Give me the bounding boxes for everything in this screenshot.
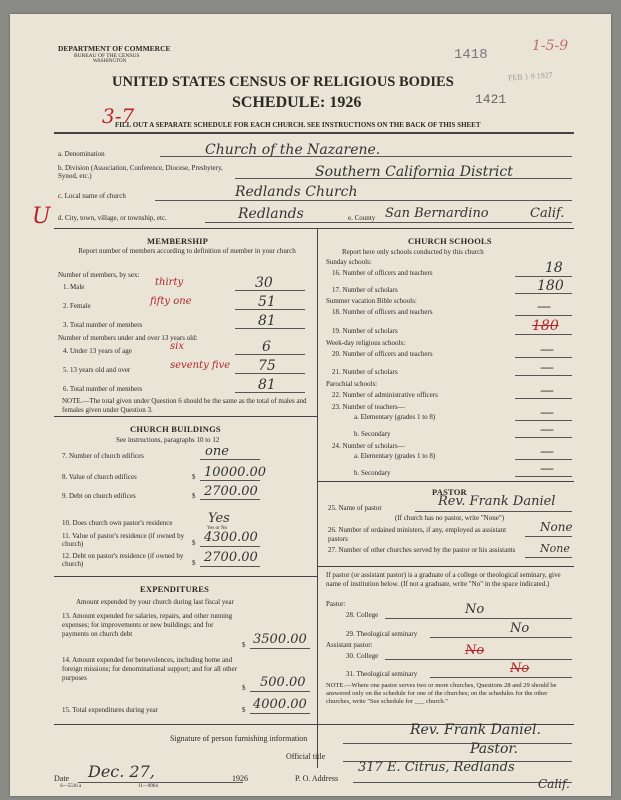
q23a-line: [515, 420, 572, 421]
q25-value: Rev. Frank Daniel: [438, 494, 556, 509]
q5-line: [235, 373, 305, 374]
form-number: S—5516 a: [60, 784, 82, 789]
stamp-date: FEB 1 9 1927: [507, 70, 553, 83]
corner-note: 1-5-9: [532, 38, 569, 54]
q21-label: 21. Number of scholars: [332, 368, 398, 376]
census-schedule-sheet: [10, 14, 611, 796]
po-address-state: Calif.: [538, 777, 570, 791]
official-title-label: Official title: [286, 752, 326, 761]
q19-value: 180: [532, 318, 559, 334]
q31-label: 31. Theological seminary: [346, 670, 418, 678]
q26-value: None: [540, 520, 573, 534]
local-name-value: Redlands Church: [235, 184, 358, 200]
q9-dollar: $: [192, 492, 196, 500]
q29-label: 29. Theological seminary: [346, 630, 418, 638]
q29-line: [430, 637, 572, 638]
q8-label: 8. Value of church edifices: [62, 473, 137, 481]
q8-value: 10000.00: [204, 465, 267, 480]
expenditures-sub: Amount expended by your church during last fiscal year: [76, 598, 234, 606]
buildings-rule: [54, 576, 317, 577]
summer-label: Summer vacation Bible schools:: [326, 297, 417, 305]
q17-label: 17. Number of scholars: [332, 286, 398, 294]
q7-label: 7. Number of church edifices: [62, 452, 144, 460]
po-address-label: P. O. Address: [295, 774, 339, 783]
pastor-sub-label: Pastor:: [326, 600, 346, 608]
q1-line: [235, 290, 305, 291]
q15-value: 4000.00: [253, 697, 307, 712]
q12-value: 2700.00: [204, 550, 258, 565]
date-value: Dec. 27,: [88, 762, 155, 781]
q30-line: [385, 659, 572, 660]
weekday-label: Week-day religious schools:: [326, 339, 406, 347]
q25-line: [415, 511, 572, 512]
q24b-label: b. Secondary: [354, 469, 391, 477]
q29-value: No: [510, 621, 530, 636]
q31-value: No: [510, 661, 530, 676]
q17-value: 180: [537, 278, 564, 294]
q15-line: [250, 713, 310, 714]
q12-line: [200, 566, 260, 567]
q23a-value: —: [540, 405, 554, 421]
q19-label: 19. Number of scholars: [332, 327, 398, 335]
fields-rule: [54, 228, 574, 229]
q28-value: No: [465, 602, 485, 617]
q13-line: [250, 648, 310, 649]
q21-value: —: [540, 360, 554, 376]
membership-heading: MEMBERSHIP: [147, 236, 209, 246]
q24-label: 24. Number of scholars—: [332, 442, 405, 450]
q2-line: [235, 309, 305, 310]
buildings-heading: CHURCH BUILDINGS: [130, 424, 221, 434]
signature-value: Rev. Frank Daniel.: [410, 722, 541, 738]
q13-label: 13. Amount expended for salaries, repairs, and other running expenses; for improvements or new buildings; and for payments on church debt: [62, 612, 233, 638]
instruction-line: FILL OUT A SEPARATE SCHEDULE FOR EACH CHURCH. SEE INSTRUCTIONS ON THE BACK OF THIS SHEET: [115, 121, 481, 129]
q16-line: [515, 276, 572, 277]
q21-line: [515, 375, 572, 376]
q12-dollar: $: [192, 559, 196, 567]
q3-line: [235, 328, 305, 329]
q27-label: 27. Number of other churches served by the pastor or his assistants: [328, 546, 516, 554]
q5-words: seventy five: [170, 360, 231, 371]
q19-line: [515, 334, 572, 335]
header-rule: [54, 132, 574, 134]
pastor-rule: [317, 566, 574, 567]
q24a-line: [515, 459, 572, 460]
date-label: Date: [54, 774, 70, 783]
q26-line: [525, 536, 572, 537]
q9-label: 9. Debt on church edifices: [62, 492, 136, 500]
q18-value: —: [537, 299, 551, 315]
q11-label: 11. Value of pastor's residence (if owned by church): [62, 532, 185, 548]
signature-line: [343, 743, 572, 744]
column-divider: [317, 228, 318, 768]
q12-label: 12. Debt on pastor's residence (if owned by church): [62, 552, 184, 568]
sunday-label: Sunday schools:: [326, 258, 372, 266]
year-label: 1926: [232, 774, 248, 783]
city-label-field: d. City, town, village, or township, etc.: [58, 214, 167, 222]
pastor-note: NOTE.—Where one pastor serves two or more churches, Questions 28 and 29 should be answered only on the schedule for one of the churches; on the schedules for the other churches, write "See schedule for ___ church.": [326, 682, 557, 705]
asst-pastor-label: Assistant pastor:: [326, 641, 373, 649]
schools-rule: [317, 481, 574, 482]
q11-line: [200, 546, 260, 547]
stamp-number-2: 1421: [475, 92, 507, 107]
q11-dollar: $: [192, 539, 196, 547]
membership-rule: [54, 416, 317, 417]
q8-dollar: $: [192, 473, 196, 481]
q18-label: 18. Number of officers and teachers: [332, 308, 433, 316]
q15-dollar: $: [242, 706, 246, 714]
schedule-title: SCHEDULE: 1926: [232, 94, 362, 111]
buildings-sub: See instructions, paragraphs 10 to 12: [116, 436, 220, 444]
q24a-label: a. Elementary (grades 1 to 8): [354, 452, 436, 460]
membership-sub: Report number of members according to definition of member in your church: [78, 247, 296, 255]
division-label: b. Division (Association, Conference, Diocese, Presbytery, Synod, etc.): [58, 164, 223, 180]
parochial-label: Parochial schools:: [326, 380, 378, 388]
local-name-line: [155, 200, 572, 201]
q4-label: 4. Under 13 years of age: [63, 347, 132, 355]
q1-label: 1. Male: [63, 283, 85, 291]
department-label: DEPARTMENT OF COMMERCE: [58, 44, 171, 53]
q20-line: [515, 357, 572, 358]
q3-label: 3. Total number of members: [63, 321, 143, 329]
q27-line: [525, 557, 572, 558]
q16-label: 16. Number of officers and teachers: [332, 269, 433, 277]
stamp-number-1: 1418: [454, 47, 488, 63]
q9-value: 2700.00: [204, 484, 258, 499]
q23b-label: b. Secondary: [354, 430, 391, 438]
q22-value: —: [540, 383, 554, 399]
q6-line: [235, 392, 305, 393]
q9-line: [200, 499, 260, 500]
q20-value: —: [540, 342, 554, 358]
q27-value: None: [540, 542, 570, 555]
q1-words: thirty: [155, 277, 184, 288]
q14-dollar: $: [242, 684, 246, 692]
q31-line: [430, 677, 572, 678]
signature-label: Signature of person furnishing information: [170, 734, 308, 743]
q23b-line: [515, 437, 572, 438]
q24b-value: —: [540, 461, 554, 477]
city-line: [205, 222, 572, 223]
q28-label: 28. College: [346, 611, 379, 619]
q3-value: 81: [258, 313, 276, 329]
q10-label: 10. Does church own pastor's residence: [62, 519, 173, 527]
red-mark: 3-7: [102, 104, 135, 128]
schools-sub: Report here only schools conducted by this church: [342, 248, 484, 256]
by-sex-label: Number of members, by sex:: [58, 271, 140, 279]
local-name-label: c. Local name of church: [58, 192, 126, 200]
q5-label: 5. 13 years old and over: [63, 366, 131, 374]
q25-label: 25. Name of pastor: [328, 504, 382, 512]
date-line: [78, 782, 243, 783]
q17-line: [515, 293, 572, 294]
city-label: WASHINGTON: [93, 59, 127, 64]
q20-label: 20. Number of officers and teachers: [332, 350, 433, 358]
q18-line: [515, 315, 572, 316]
q2-label: 2. Female: [63, 302, 91, 310]
q5-value: 75: [258, 358, 276, 374]
bureau-label: BUREAU OF THE CENSUS: [74, 53, 140, 59]
q24b-line: [515, 476, 572, 477]
q23-label: 23. Number of teachers—: [332, 403, 405, 411]
q14-line: [250, 691, 310, 692]
official-title-value: Pastor.: [470, 741, 518, 757]
city-value: Redlands: [238, 206, 304, 222]
graduate-note: If pastor (or assistant pastor) is a graduate of a college or theological seminary, give name of institution below. (If not a graduate, write "No" in the space indicated.): [326, 571, 561, 588]
q28-line: [385, 618, 572, 619]
q2-value: 51: [258, 294, 276, 310]
q23a-label: a. Elementary (grades 1 to 8): [354, 413, 436, 421]
print-number: 11—9064: [138, 784, 158, 789]
q7-line: [200, 459, 260, 460]
denomination-label: a. Denomination: [58, 150, 105, 158]
q4-words: six: [170, 341, 184, 352]
q13-value: 3500.00: [253, 632, 307, 647]
q1-value: 30: [255, 275, 273, 291]
u-mark: U: [32, 204, 51, 229]
q11-value: 4300.00: [204, 530, 258, 545]
q14-label: 14. Amount expended for benevolences, including home and foreign missions; for denominational support; and for all other purposes: [62, 656, 237, 682]
q16-value: 18: [545, 260, 563, 276]
q30-label: 30. College: [346, 652, 379, 660]
pastor-heading: PASTOR: [432, 487, 467, 497]
q13-dollar: $: [242, 641, 246, 649]
yes-no-hint: Yes or No: [207, 526, 228, 531]
q22-label: 22. Number of administrative officers: [332, 391, 438, 399]
q22-line: [515, 398, 572, 399]
q10-value: Yes: [208, 511, 230, 526]
q30-value: No: [465, 643, 485, 658]
denomination-value: Church of the Nazarene.: [205, 142, 381, 158]
q8-line: [200, 480, 260, 481]
q2-words: fifty one: [150, 296, 192, 307]
po-address-value: 317 E. Citrus, Redlands: [358, 760, 515, 775]
q26-label: 26. Number of ordained ministers, if any, employed as assistant pastors: [328, 526, 507, 543]
q6-label: 6. Total number of members: [63, 385, 143, 393]
q14-value: 500.00: [260, 675, 306, 690]
q4-line: [235, 354, 305, 355]
q15-label: 15. Total expenditures during year: [62, 706, 158, 714]
q6-value: 81: [258, 377, 276, 393]
form-title: UNITED STATES CENSUS OF RELIGIOUS BODIES: [112, 74, 454, 90]
state-value: Calif.: [530, 206, 565, 221]
q24a-value: —: [540, 444, 554, 460]
county-value: San Bernardino: [385, 206, 489, 221]
q23b-value: —: [540, 422, 554, 438]
q4-value: 6: [262, 339, 271, 355]
q7-value: one: [205, 444, 229, 459]
schools-heading: CHURCH SCHOOLS: [408, 236, 492, 246]
division-value: Southern California District: [315, 164, 513, 180]
county-label: e. County: [348, 214, 376, 222]
expenditures-heading: EXPENDITURES: [140, 584, 209, 594]
membership-note: NOTE.—The total given under Question 6 should be the same as the total of males and females given under Question 3.: [62, 397, 307, 414]
q25-note: (If church has no pastor, write "None"): [395, 514, 505, 522]
age-label: Number of members under and over 13 years old:: [58, 334, 198, 342]
